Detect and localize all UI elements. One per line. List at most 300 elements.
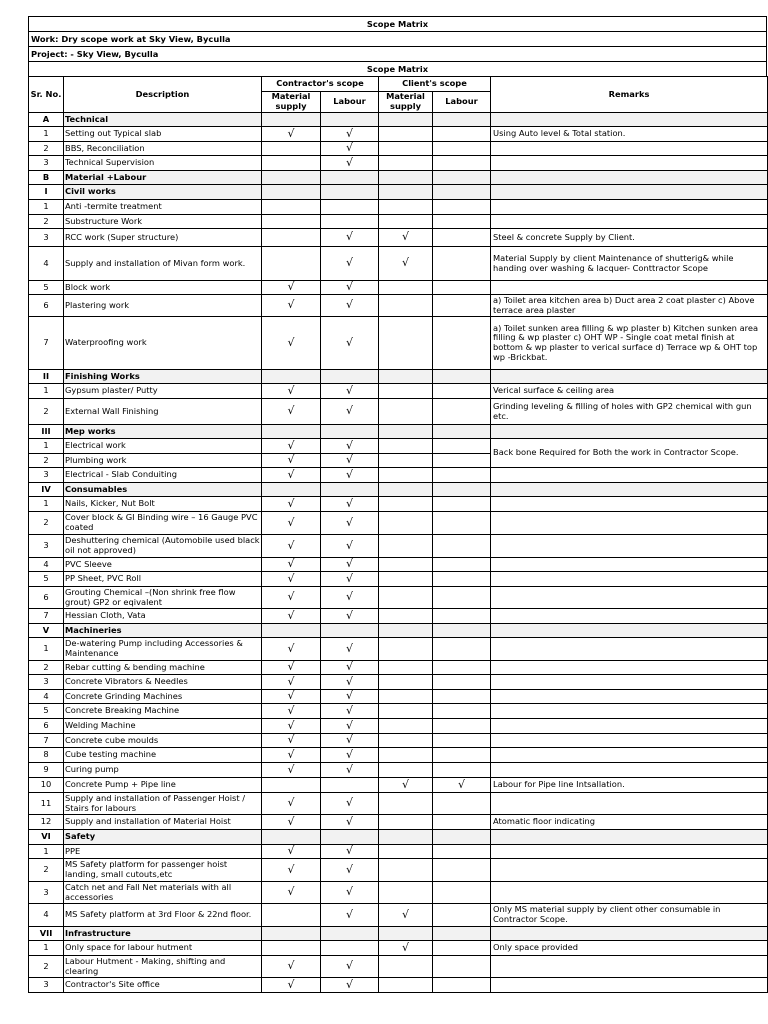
contractor-material-cell <box>262 229 321 247</box>
description-cell: Nails, Kicker, Nut Bolt <box>64 497 262 512</box>
contractor-labour-cell <box>321 830 379 845</box>
client-labour-cell <box>433 295 491 317</box>
check-mark-icon: √ <box>401 256 409 270</box>
client-labour-cell <box>433 704 491 719</box>
sr-no-cell: 6 <box>29 719 64 734</box>
check-mark-icon: √ <box>345 977 353 991</box>
sr-no-cell: 6 <box>29 587 64 609</box>
description-cell: Concrete Vibrators & Needles <box>64 675 262 690</box>
contractor-material-cell <box>262 200 321 215</box>
col-contractor-scope: Contractor's scope <box>262 77 379 92</box>
check-mark-icon: √ <box>287 674 295 688</box>
remarks-cell <box>491 793 768 815</box>
client-material-cell <box>379 830 433 845</box>
contractor-material-cell <box>262 763 321 778</box>
table-row <box>29 156 768 171</box>
check-mark-icon: √ <box>287 280 295 294</box>
contractor-material-cell <box>262 281 321 295</box>
check-mark-icon: √ <box>345 438 353 452</box>
client-material-cell <box>379 978 433 993</box>
remarks-cell: Back bone Required for Both the work in Contractor Scope. <box>491 439 768 468</box>
description-cell: PPE <box>64 845 262 859</box>
check-mark-icon: √ <box>345 538 353 552</box>
section-row <box>29 927 768 941</box>
client-labour-cell <box>433 845 491 859</box>
check-mark-icon: √ <box>345 959 353 973</box>
description-cell: Concrete cube moulds <box>64 734 262 748</box>
remarks-cell <box>491 638 768 661</box>
client-labour-cell <box>433 609 491 624</box>
contractor-material-cell <box>262 882 321 904</box>
sr-no-cell: 3 <box>29 882 64 904</box>
section-row <box>29 483 768 497</box>
remarks-cell <box>491 690 768 704</box>
sr-no-cell: A <box>29 113 64 127</box>
remarks-cell <box>491 425 768 439</box>
client-labour-cell <box>433 247 491 281</box>
sheet-title: Scope Matrix <box>28 16 767 31</box>
check-mark-icon: √ <box>287 557 295 571</box>
remarks-cell <box>491 719 768 734</box>
check-mark-icon: √ <box>287 718 295 732</box>
client-labour-cell <box>433 425 491 439</box>
sr-no-cell: V <box>29 624 64 638</box>
description-cell: RCC work (Super structure) <box>64 229 262 247</box>
contractor-labour-cell <box>321 675 379 690</box>
sr-no-cell: 8 <box>29 748 64 763</box>
col-sr-no: Sr. No. <box>29 77 64 113</box>
contractor-material-cell <box>262 512 321 535</box>
contractor-material-cell <box>262 127 321 142</box>
description-cell: Civil works <box>64 185 262 200</box>
client-material-cell <box>379 370 433 384</box>
sr-no-cell: I <box>29 185 64 200</box>
sr-no-cell: 4 <box>29 247 64 281</box>
contractor-material-cell <box>262 185 321 200</box>
sr-no-cell: 2 <box>29 956 64 978</box>
client-labour-cell <box>433 927 491 941</box>
remarks-cell: Labour for Pipe line Intsallation. <box>491 778 768 793</box>
section-row <box>29 624 768 638</box>
check-mark-icon: √ <box>345 689 353 703</box>
description-cell: Gypsum plaster/ Putty <box>64 384 262 399</box>
description-cell: Rebar cutting & bending machine <box>64 661 262 675</box>
table-row <box>29 978 768 993</box>
check-mark-icon: √ <box>401 230 409 244</box>
remarks-cell <box>491 558 768 572</box>
check-mark-icon: √ <box>345 762 353 776</box>
contractor-labour-cell <box>321 624 379 638</box>
contractor-material-cell <box>262 171 321 185</box>
client-material-cell <box>379 171 433 185</box>
sr-no-cell: 5 <box>29 704 64 719</box>
check-mark-icon: √ <box>287 515 295 529</box>
contractor-labour-cell <box>321 734 379 748</box>
sr-no-cell: 2 <box>29 661 64 675</box>
project-line: Project: - Sky View, Byculla <box>28 46 767 61</box>
contractor-labour-cell <box>321 200 379 215</box>
contractor-labour-cell <box>321 468 379 483</box>
contractor-material-cell <box>262 956 321 978</box>
client-material-cell <box>379 587 433 609</box>
check-mark-icon: √ <box>345 590 353 604</box>
contractor-material-cell <box>262 156 321 171</box>
contractor-labour-cell <box>321 793 379 815</box>
check-mark-icon: √ <box>345 496 353 510</box>
client-labour-cell <box>433 793 491 815</box>
check-mark-icon: √ <box>345 155 353 169</box>
check-mark-icon: √ <box>345 674 353 688</box>
table-row <box>29 748 768 763</box>
sr-no-cell: 1 <box>29 638 64 661</box>
contractor-labour-cell <box>321 384 379 399</box>
remarks-cell <box>491 609 768 624</box>
client-labour-cell <box>433 941 491 956</box>
table-row <box>29 281 768 295</box>
contractor-material-cell <box>262 704 321 719</box>
col-remarks: Remarks <box>491 77 768 113</box>
remarks-cell: Only space provided <box>491 941 768 956</box>
client-labour-cell <box>433 215 491 229</box>
table-row <box>29 215 768 229</box>
contractor-material-cell <box>262 609 321 624</box>
contractor-material-cell <box>262 859 321 882</box>
check-mark-icon: √ <box>345 660 353 674</box>
contractor-labour-cell <box>321 439 379 454</box>
client-material-cell <box>379 609 433 624</box>
contractor-labour-cell <box>321 483 379 497</box>
remarks-cell: Using Auto level & Total station. <box>491 127 768 142</box>
sr-no-cell: 2 <box>29 454 64 468</box>
check-mark-icon: √ <box>287 977 295 991</box>
client-labour-cell <box>433 956 491 978</box>
contractor-labour-cell <box>321 215 379 229</box>
contractor-labour-cell <box>321 719 379 734</box>
check-mark-icon: √ <box>345 747 353 761</box>
check-mark-icon: √ <box>345 907 353 921</box>
check-mark-icon: √ <box>287 383 295 397</box>
description-cell: Machineries <box>64 624 262 638</box>
contractor-material-cell <box>262 690 321 704</box>
client-labour-cell <box>433 675 491 690</box>
remarks-cell <box>491 763 768 778</box>
client-material-cell <box>379 719 433 734</box>
client-labour-cell <box>433 904 491 927</box>
client-labour-cell <box>433 558 491 572</box>
description-cell: MS Safety platform at 3rd Floor & 22nd floor. <box>64 904 262 927</box>
check-mark-icon: √ <box>287 814 295 828</box>
remarks-cell: Steel & concrete Supply by Client. <box>491 229 768 247</box>
contractor-labour-cell <box>321 978 379 993</box>
check-mark-icon: √ <box>287 467 295 481</box>
client-labour-cell <box>433 572 491 587</box>
client-material-cell <box>379 439 433 454</box>
check-mark-icon: √ <box>345 608 353 622</box>
check-mark-icon: √ <box>345 796 353 810</box>
remarks-cell <box>491 572 768 587</box>
remarks-cell <box>491 497 768 512</box>
remarks-cell <box>491 370 768 384</box>
remarks-cell <box>491 859 768 882</box>
client-labour-cell <box>433 882 491 904</box>
table-row <box>29 704 768 719</box>
matrix-subtitle: Scope Matrix <box>28 61 767 76</box>
section-row <box>29 830 768 845</box>
contractor-labour-cell <box>321 156 379 171</box>
client-labour-cell <box>433 830 491 845</box>
remarks-cell <box>491 156 768 171</box>
contractor-labour-cell <box>321 399 379 425</box>
check-mark-icon: √ <box>345 467 353 481</box>
description-cell: De-watering Pump including Accessories & Maintenance <box>64 638 262 661</box>
scope-table <box>28 76 768 993</box>
client-material-cell <box>379 384 433 399</box>
table-row <box>29 535 768 558</box>
sr-no-cell: 2 <box>29 215 64 229</box>
client-labour-cell <box>433 512 491 535</box>
client-material-cell <box>379 281 433 295</box>
contractor-material-cell <box>262 748 321 763</box>
table-row <box>29 317 768 370</box>
check-mark-icon: √ <box>345 515 353 529</box>
check-mark-icon: √ <box>287 335 295 349</box>
sr-no-cell: II <box>29 370 64 384</box>
sr-no-cell: 3 <box>29 229 64 247</box>
contractor-labour-cell <box>321 904 379 927</box>
check-mark-icon: √ <box>287 590 295 604</box>
sr-no-cell: 1 <box>29 384 64 399</box>
remarks-cell: Atomatic floor indicating <box>491 815 768 830</box>
description-cell: Concrete Grinding Machines <box>64 690 262 704</box>
check-mark-icon: √ <box>345 814 353 828</box>
table-row <box>29 512 768 535</box>
remarks-cell <box>491 675 768 690</box>
client-material-cell <box>379 317 433 370</box>
client-labour-cell <box>433 859 491 882</box>
check-mark-icon: √ <box>345 844 353 858</box>
check-mark-icon: √ <box>287 844 295 858</box>
remarks-cell <box>491 956 768 978</box>
contractor-material-cell <box>262 830 321 845</box>
remarks-cell <box>491 661 768 675</box>
table-row <box>29 497 768 512</box>
contractor-labour-cell <box>321 295 379 317</box>
section-row <box>29 113 768 127</box>
client-labour-cell <box>433 142 491 156</box>
client-labour-cell <box>433 229 491 247</box>
check-mark-icon: √ <box>287 453 295 467</box>
check-mark-icon: √ <box>345 703 353 717</box>
sr-no-cell: 10 <box>29 778 64 793</box>
sr-no-cell: 12 <box>29 815 64 830</box>
table-row <box>29 587 768 609</box>
contractor-material-cell <box>262 215 321 229</box>
contractor-labour-cell <box>321 229 379 247</box>
description-cell: MS Safety platform for passenger hoist landing, small cutouts,etc <box>64 859 262 882</box>
client-labour-cell <box>433 113 491 127</box>
client-labour-cell <box>433 185 491 200</box>
contractor-labour-cell <box>321 113 379 127</box>
table-row <box>29 690 768 704</box>
contractor-material-cell <box>262 978 321 993</box>
client-material-cell <box>379 661 433 675</box>
sr-no-cell: 7 <box>29 317 64 370</box>
remarks-cell <box>491 882 768 904</box>
remarks-cell <box>491 281 768 295</box>
contractor-material-cell <box>262 572 321 587</box>
col-contractor-labour: Labour <box>321 92 379 113</box>
contractor-material-cell <box>262 425 321 439</box>
client-labour-cell <box>433 815 491 830</box>
client-material-cell <box>379 200 433 215</box>
work-line: Work: Dry scope work at Sky View, Byculla <box>28 31 767 46</box>
description-cell: Plastering work <box>64 295 262 317</box>
contractor-labour-cell <box>321 859 379 882</box>
client-labour-cell <box>433 624 491 638</box>
contractor-labour-cell <box>321 638 379 661</box>
client-material-cell <box>379 497 433 512</box>
client-material-cell <box>379 845 433 859</box>
client-labour-cell <box>433 127 491 142</box>
check-mark-icon: √ <box>287 571 295 585</box>
col-client-material: Material supply <box>379 92 433 113</box>
contractor-labour-cell <box>321 690 379 704</box>
description-cell: Contractor's Site office <box>64 978 262 993</box>
check-mark-icon: √ <box>345 230 353 244</box>
contractor-material-cell <box>262 399 321 425</box>
check-mark-icon: √ <box>287 538 295 552</box>
check-mark-icon: √ <box>345 280 353 294</box>
sr-no-cell: 1 <box>29 200 64 215</box>
client-material-cell <box>379 638 433 661</box>
table-row <box>29 247 768 281</box>
client-labour-cell <box>433 638 491 661</box>
table-row <box>29 638 768 661</box>
contractor-material-cell <box>262 483 321 497</box>
col-client-scope: Client's scope <box>379 77 491 92</box>
contractor-material-cell <box>262 941 321 956</box>
check-mark-icon: √ <box>345 383 353 397</box>
remarks-cell <box>491 927 768 941</box>
check-mark-icon: √ <box>287 862 295 876</box>
table-row <box>29 734 768 748</box>
contractor-material-cell <box>262 439 321 454</box>
remarks-cell <box>491 624 768 638</box>
client-material-cell <box>379 748 433 763</box>
check-mark-icon: √ <box>345 733 353 747</box>
contractor-material-cell <box>262 317 321 370</box>
contractor-material-cell <box>262 113 321 127</box>
check-mark-icon: √ <box>345 126 353 140</box>
table-row <box>29 200 768 215</box>
contractor-material-cell <box>262 778 321 793</box>
contractor-labour-cell <box>321 370 379 384</box>
contractor-labour-cell <box>321 704 379 719</box>
client-material-cell <box>379 156 433 171</box>
check-mark-icon: √ <box>345 404 353 418</box>
table-row <box>29 719 768 734</box>
table-row <box>29 295 768 317</box>
contractor-labour-cell <box>321 941 379 956</box>
contractor-labour-cell <box>321 425 379 439</box>
remarks-cell <box>491 200 768 215</box>
client-labour-cell <box>433 587 491 609</box>
description-cell: Electrical work <box>64 439 262 454</box>
contractor-labour-cell <box>321 587 379 609</box>
check-mark-icon: √ <box>287 762 295 776</box>
section-row <box>29 370 768 384</box>
contractor-material-cell <box>262 295 321 317</box>
client-labour-cell <box>433 778 491 793</box>
contractor-material-cell <box>262 845 321 859</box>
description-cell: Concrete Pump + Pipe line <box>64 778 262 793</box>
contractor-labour-cell <box>321 558 379 572</box>
client-material-cell <box>379 399 433 425</box>
sr-no-cell: 2 <box>29 142 64 156</box>
remarks-cell <box>491 142 768 156</box>
table-row <box>29 127 768 142</box>
client-material-cell <box>379 483 433 497</box>
sr-no-cell: 1 <box>29 439 64 454</box>
remarks-cell <box>491 535 768 558</box>
contractor-material-cell <box>262 719 321 734</box>
remarks-cell <box>491 978 768 993</box>
scope-matrix-sheet <box>28 16 767 993</box>
remarks-cell <box>491 704 768 719</box>
client-material-cell <box>379 229 433 247</box>
client-material-cell <box>379 904 433 927</box>
contractor-labour-cell <box>321 609 379 624</box>
contractor-labour-cell <box>321 454 379 468</box>
description-cell: PVC Sleeve <box>64 558 262 572</box>
sr-no-cell: 1 <box>29 127 64 142</box>
description-cell: Finishing Works <box>64 370 262 384</box>
table-row <box>29 439 768 454</box>
contractor-material-cell <box>262 384 321 399</box>
client-labour-cell <box>433 317 491 370</box>
client-material-cell <box>379 793 433 815</box>
contractor-material-cell <box>262 587 321 609</box>
contractor-material-cell <box>262 734 321 748</box>
table-row <box>29 845 768 859</box>
remarks-cell: Material Supply by client Maintenance of shutterig& while handing over washing & lacquer- Conttractor Scope <box>491 247 768 281</box>
contractor-material-cell <box>262 815 321 830</box>
client-labour-cell <box>433 978 491 993</box>
description-cell: Cover block & GI Binding wire – 16 Gauge PVC coated <box>64 512 262 535</box>
sr-no-cell: IV <box>29 483 64 497</box>
description-cell: Technical <box>64 113 262 127</box>
contractor-labour-cell <box>321 317 379 370</box>
description-cell: BBS, Reconciliation <box>64 142 262 156</box>
client-material-cell <box>379 558 433 572</box>
check-mark-icon: √ <box>287 404 295 418</box>
contractor-labour-cell <box>321 882 379 904</box>
contractor-material-cell <box>262 468 321 483</box>
contractor-material-cell <box>262 454 321 468</box>
check-mark-icon: √ <box>287 660 295 674</box>
check-mark-icon: √ <box>287 885 295 899</box>
description-cell: Supply and installation of Material Hoist <box>64 815 262 830</box>
description-cell: Cube testing machine <box>64 748 262 763</box>
remarks-cell <box>491 185 768 200</box>
check-mark-icon: √ <box>287 733 295 747</box>
client-material-cell <box>379 468 433 483</box>
check-mark-icon: √ <box>345 885 353 899</box>
client-material-cell <box>379 127 433 142</box>
table-row <box>29 384 768 399</box>
contractor-material-cell <box>262 624 321 638</box>
contractor-labour-cell <box>321 247 379 281</box>
